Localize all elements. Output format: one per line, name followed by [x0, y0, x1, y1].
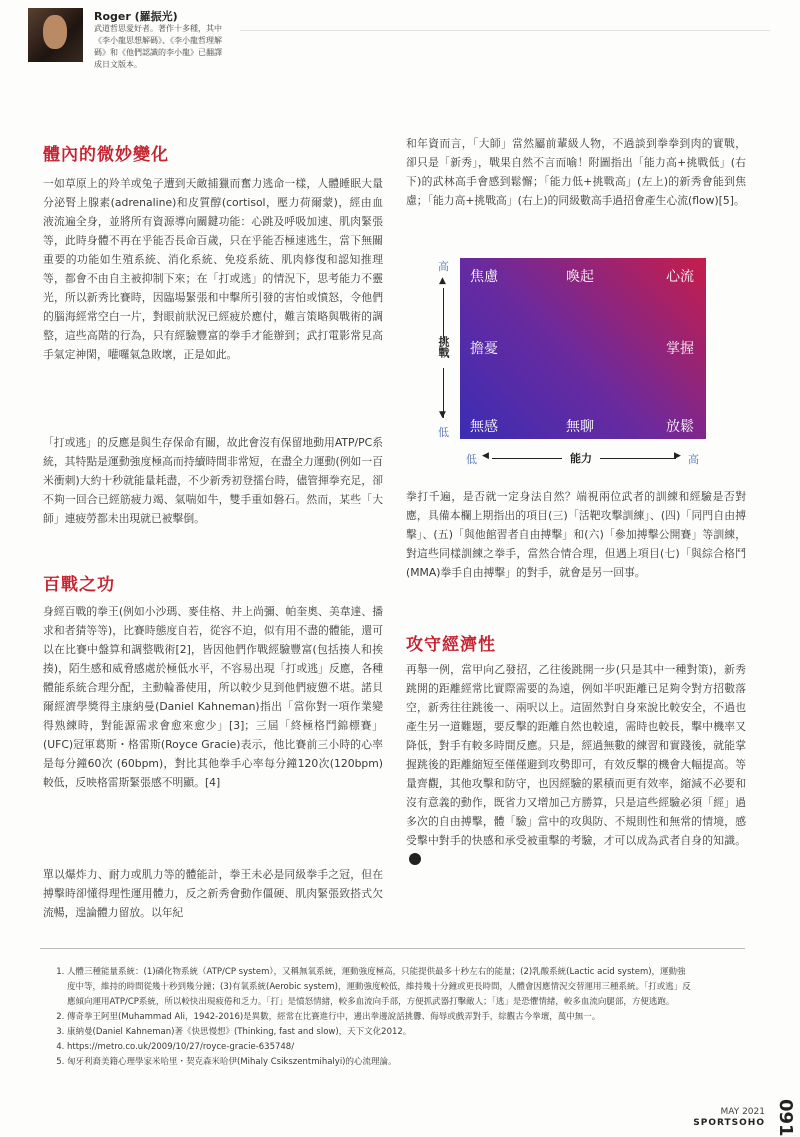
section-heading-body-changes: 體內的微妙變化 [43, 145, 169, 165]
right-paragraph-3: 再舉一例，當甲向乙發招，乙往後跳開一步(只是其中一種對策)，新秀跳開的距離經常比實際需要的為遠，例如半呎距離已足夠令對方招數落空，新秀往往跳後一、兩呎以上。這固然對自身來說比較安全，不過也產生另一道難題，要反擊的距離自然也較遠，需時也較長，擊中機率又降低，對手有較多時間反應。只是，經過無數的練習和實踐後，就能掌握跳後的距離縮短至僅僅避到攻勢即可，有效反擊的機會大幅提高。等量齊觀，其他攻擊和防守，也因經驗的累積而更有效率，縮減不必要和沒有意義的動作，既省力又增加己方勝算，只是這些經驗必須「經」過多次的自由搏擊，體「驗」當中的攻與防、不規則性和無常的情境，感受擊中對手的快感和承受被重擊的考驗，才可以成為武者自身的知識。 [406, 660, 746, 869]
footnote-1: 1. 人體三種能量系統：(1)磷化物系統（ATP/CP system），又稱無氧系統，運動強度極高，只能提供最多十秒左右的能量；(2)乳酸系統(Lactic acid system)，運動強度中等，維持的時間從幾十秒到幾分鐘；(3)有氧系統(Aerobic system)，運動強度較低，維持幾十分鐘或更長時間，人體會因應情況交替運用三種系統。「打或逃」反應傾向運用ATP/CP系統，所以較快出現疲倦和乏力。「打」是憤怒情緒，較多血流向手部，方便抓武器打擊敵人；「逃」是恐懼情緒，較多血流向腿部，方便逃跑。 [67, 965, 693, 1010]
cell-apathy: 無感 [470, 419, 498, 435]
left-paragraph-1: 一如草原上的羚羊或兔子遭到天敵捕獵而奮力逃命一樣，人體睡眠大量分泌腎上腺素(adrenaline)和皮質醇(cortisol，壓力荷爾蒙)，經由血液流遍全身，並將所有資源導向關鍵功能：心跳及呼吸加速、肌肉緊張等，此時身體不再在乎能否長命百歲，只在乎能否極速逃生，當下無關重要的功能如生殖系統、消化系統、免疫系統、肌肉修復和認知推理等，都會不由自主被抑制下來；在「打或逃」的情況下，思考能力不靈光，所以新秀比賽時，因臨場緊張和中擊所引發的害怕或憤怒，令他們的腦海經常空白一片，對眼前狀況已經疲於應付，難言策略與戰術的調整，這些高階的行為，只有經驗豐富的拳手才能辦到；武打電影常見高手氣定神閑，嚾囉氣急敗壞，正是如此。 [43, 177, 383, 361]
end-mark-icon [409, 853, 421, 865]
y-low-label: 低 [438, 426, 449, 439]
flow-chart [460, 258, 706, 439]
cell-boredom: 無聊 [566, 419, 594, 435]
x-low-label: 低 [466, 453, 477, 466]
author-box [28, 8, 228, 69]
left-paragraph-3: 身經百戰的拳王(例如小沙瑪、麥佳格、井上尚彌、帕奎奧、美韋達、播求和者猜等等)，比賽時態度自若，從容不迫，似有用不盡的體能，還可以在比賽中盤算和調整戰術[2]，皆因他們作戰經驗豐富(包括揍人和挨揍)，陌生感和威脅感處於極低水平，不容易出現「打或逃」反應，各種體能系統合理分配，主動輪番使用，所以較少見到他們疲憊不堪。諾貝爾經濟學獎得主康納曼(Daniel Kahneman)指出「當你對一項作業變得熟練時，對能源需求會愈來愈少」[3]；三屆「終極格鬥錦標賽」(UFC)冠軍葛斯・格雷斯(Royce Gracie)表示，他比賽前三小時的心率是每分鐘60次 (60bpm)，對比其他拳手心率每分鐘120次(120bpm)較低，反映格雷斯緊張感不明顯。[4] [43, 605, 383, 789]
footnote-divider [40, 948, 745, 949]
right-paragraph-2: 拳打千遍，是否就一定身法自然？端視兩位武者的訓練和經驗是否對應，具備本欄上期指出的項目(三)「活靶攻擊訓練」、(四)「同門自由搏擊」、(五)「與他館習者自由搏擊」和(六)「參加搏擊公開賽」等訓練，對這些同樣訓練之拳手，當然合情合理，但遇上項目(七)「與綜合格鬥(MMA)拳手自由搏擊」的對手，就會是另一回事。 [406, 490, 746, 579]
cell-flow: 心流 [666, 269, 694, 285]
x-high-label: 高 [688, 453, 699, 466]
footnotes [53, 965, 693, 1070]
footnote-3: 3. 康納曼(Daniel Kahneman)著《快思慢想》(Thinking, fast and slow)，天下文化2012。 [67, 1025, 693, 1040]
magazine-name: SPORTSOHO [693, 1118, 765, 1128]
cell-control: 掌握 [666, 341, 694, 357]
cell-relaxation: 放鬆 [666, 419, 694, 435]
y-high-label: 高 [438, 260, 449, 273]
cell-anxiety: 焦慮 [470, 269, 498, 285]
chart-y-axis [438, 258, 456, 440]
author-bio: 武道哲思愛好者。著作十多種，其中《李小龍思想解碼》、《李小龍哲理解碼》和《他們認識的李小龍》已翻譯成日文版本。 [94, 24, 222, 69]
section-heading-economy: 攻守經濟性 [406, 635, 496, 655]
arrow-up-icon: ▲ [439, 276, 446, 286]
footnote-2: 2. 傳奇拳王阿里(Muhammad Ali，1942-2016)是異數，經常在比賽進行中，邊出拳邊說話挑釁、侮辱或戲弄對手，綜觀古今拳壇，萬中無一。 [67, 1010, 693, 1025]
left-paragraph-4: 單以爆炸力、耐力或肌力等的體能計，拳王未必是同級拳手之冠，但在搏擊時卻懂得理性運用體力，反之新秀會動作僵硬、肌肉緊張致搭式欠流暢，遑論體力留放。以年紀 [43, 868, 383, 919]
arrow-down-icon: ▼ [439, 410, 446, 420]
page-number: 091 [775, 1099, 796, 1137]
cell-worry: 擔憂 [470, 341, 498, 357]
right-paragraph-1: 和年資而言，「大師」當然屬前輩級人物，不過談到拳拳到肉的實戰，卻只是「新秀」，戰果自然不言而喻！附圖指出「能力高+挑戰低」(右下)的武林高手會感到鬆懈；「能力低+挑戰高」(左上)的新秀會能到焦慮；「能力高+挑戰高」(右上)的同級數高手過招會產生心流(flow)[5]。 [406, 137, 746, 207]
section-heading-experience: 百戰之功 [43, 575, 115, 595]
issue-date: MAY 2021 [720, 1107, 765, 1117]
footnote-5: 5. 匈牙利裔美籍心理學家米哈里・契克森米哈伊(Mihaly Csikszentmihalyi)的心流理論。 [67, 1055, 693, 1070]
author-avatar [28, 8, 83, 62]
chart-x-axis [466, 448, 702, 468]
arrow-left-icon: ◀ [482, 451, 489, 461]
arrow-right-icon: ▶ [674, 451, 681, 461]
x-axis-label: 能力 [570, 452, 592, 465]
author-name: Roger (羅振光) [94, 10, 178, 23]
cell-arousal: 喚起 [566, 269, 594, 285]
footnote-4: 4. https://metro.co.uk/2009/10/27/royce-gracie-635748/ [67, 1040, 693, 1055]
y-axis-label: 挑戰 [437, 336, 450, 358]
header-divider [240, 30, 770, 31]
left-paragraph-2: 「打或逃」的反應是與生存保命有關，故此會沒有保留地動用ATP/PC系統，其特點是運動強度極高而持續時間非常短，在盡全力運動(例如一百米衝刺)大約十秒就能量耗盡，不少新秀初登擂台時，儘管揮拳充足，卻不夠一回合已經筋疲力竭、氣喘如牛，雙手重如磐石。然而，某些「大師」連疲勞都未出現就已被擊倒。 [43, 436, 383, 525]
